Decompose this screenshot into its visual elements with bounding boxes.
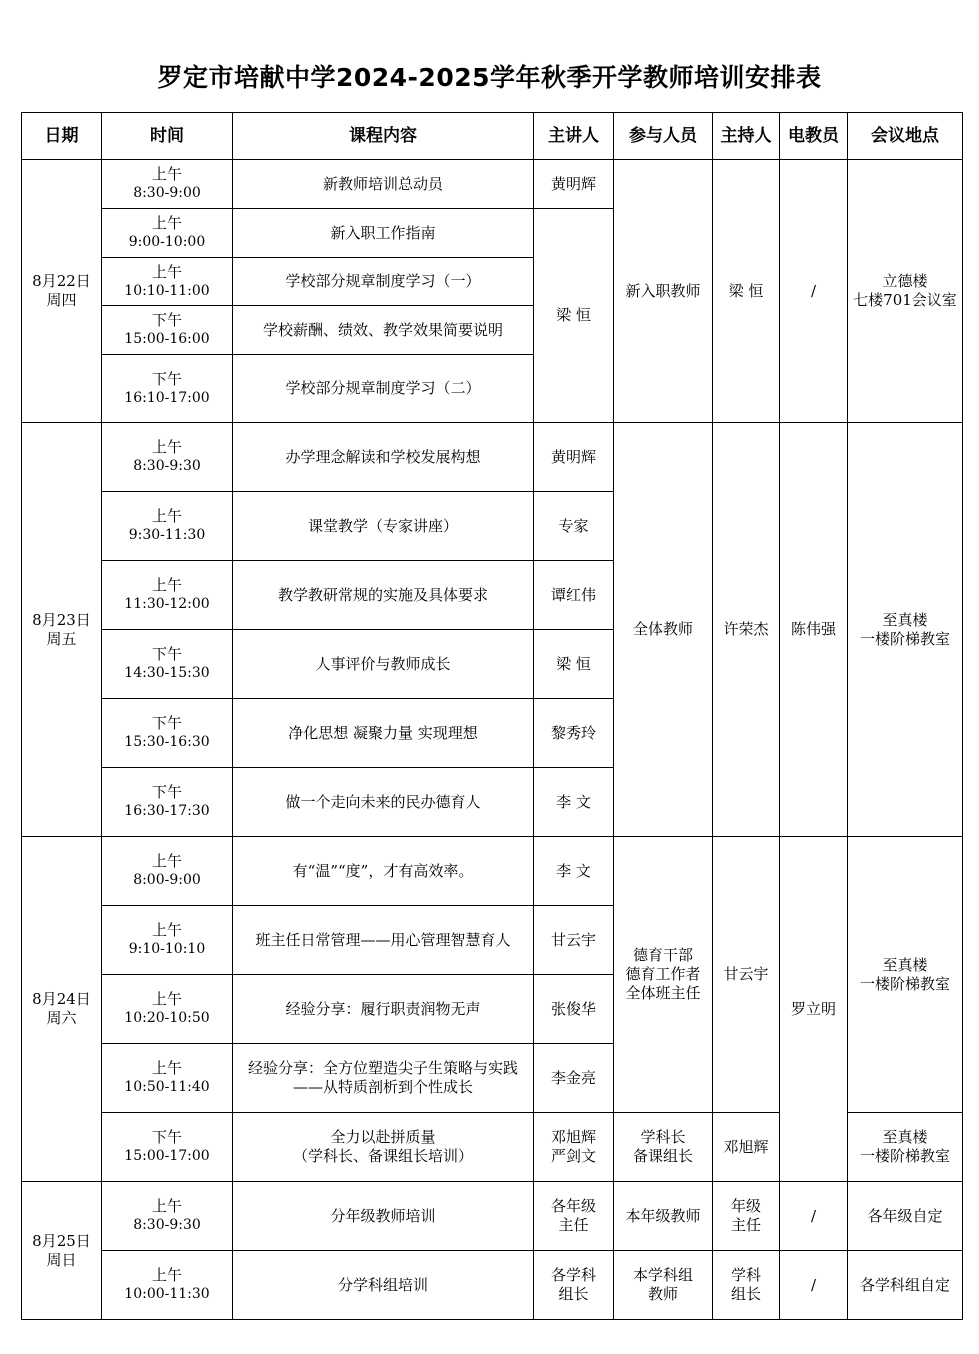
speaker-cell: 专家 [534, 492, 614, 561]
av-staff-cell: / [780, 1182, 848, 1251]
date-cell: 8月24日 周六 [22, 837, 102, 1182]
speaker-cell: 梁 恒 [534, 630, 614, 699]
table-row [22, 1182, 963, 1251]
course-cell: 全力以赴拼质量 （学科长、备课组长培训） [233, 1113, 534, 1182]
table-row [22, 837, 963, 906]
date-cell: 8月25日 周日 [22, 1182, 102, 1320]
time-cell: 下午 15:30-16:30 [102, 699, 233, 768]
venue-cell: 各年级自定 [848, 1182, 963, 1251]
time-cell: 上午 9:30-11:30 [102, 492, 233, 561]
time-cell: 下午 16:10-17:00 [102, 355, 233, 423]
speaker-cell: 黎秀玲 [534, 699, 614, 768]
page-title: 罗定市培献中学2024-2025学年秋季开学教师培训安排表 [157, 63, 822, 92]
av-staff-cell: / [780, 160, 848, 423]
training-schedule-table [21, 112, 963, 1320]
date-cell: 8月22日 周四 [22, 160, 102, 423]
course-cell: 班主任日常管理——用心管理智慧育人 [233, 906, 534, 975]
course-cell: 分年级教师培训 [233, 1182, 534, 1251]
course-cell: 经验分享：履行职责润物无声 [233, 975, 534, 1044]
time-cell: 下午 16:30-17:30 [102, 768, 233, 837]
course-cell: 人事评价与教师成长 [233, 630, 534, 699]
course-cell: 教学教研常规的实施及具体要求 [233, 561, 534, 630]
course-cell: 办学理念解读和学校发展构想 [233, 423, 534, 492]
host-cell: 年级 主任 [713, 1182, 780, 1251]
time-cell: 上午 11:30-12:00 [102, 561, 233, 630]
speaker-cell: 张俊华 [534, 975, 614, 1044]
participants-cell: 本学科组 教师 [614, 1251, 713, 1320]
speaker-cell: 各学科 组长 [534, 1251, 614, 1320]
speaker-cell: 黄明辉 [534, 423, 614, 492]
speaker-cell: 李金亮 [534, 1044, 614, 1113]
course-cell: 有“温”“度”，才有高效率。 [233, 837, 534, 906]
venue-cell: 至真楼 一楼阶梯教室 [848, 1113, 963, 1182]
av-staff-cell: / [780, 1251, 848, 1320]
participants-cell: 学科长 备课组长 [614, 1113, 713, 1182]
host-cell: 甘云宇 [713, 837, 780, 1113]
course-cell: 新入职工作指南 [233, 209, 534, 258]
time-cell: 上午 8:30-9:00 [102, 160, 233, 209]
participants-cell: 新入职教师 [614, 160, 713, 423]
course-cell: 新教师培训总动员 [233, 160, 534, 209]
time-cell: 上午 8:00-9:00 [102, 837, 233, 906]
venue-cell: 至真楼 一楼阶梯教室 [848, 423, 963, 837]
header-course: 课程内容 [233, 113, 534, 160]
participants-cell: 本年级教师 [614, 1182, 713, 1251]
speaker-cell: 邓旭辉 严剑文 [534, 1113, 614, 1182]
venue-cell: 至真楼 一楼阶梯教室 [848, 837, 963, 1113]
header-speaker: 主讲人 [534, 113, 614, 160]
time-cell: 上午 10:50-11:40 [102, 1044, 233, 1113]
header-participants: 参与人员 [614, 113, 713, 160]
speaker-cell: 李 文 [534, 768, 614, 837]
time-cell: 上午 10:10-11:00 [102, 258, 233, 306]
speaker-cell: 李 文 [534, 837, 614, 906]
speaker-cell: 各年级 主任 [534, 1182, 614, 1251]
time-cell: 上午 9:00-10:00 [102, 209, 233, 258]
speaker-cell: 甘云宇 [534, 906, 614, 975]
time-cell: 上午 9:10-10:10 [102, 906, 233, 975]
host-cell: 学科 组长 [713, 1251, 780, 1320]
venue-cell: 各学科组自定 [848, 1251, 963, 1320]
course-cell: 学校部分规章制度学习（二） [233, 355, 534, 423]
course-cell: 课堂教学（专家讲座） [233, 492, 534, 561]
time-cell: 上午 8:30-9:30 [102, 1182, 233, 1251]
participants-cell: 全体教师 [614, 423, 713, 837]
header-av-staff: 电教员 [780, 113, 848, 160]
date-cell: 8月23日 周五 [22, 423, 102, 837]
table-row [22, 423, 963, 492]
header-host: 主持人 [713, 113, 780, 160]
time-cell: 下午 15:00-17:00 [102, 1113, 233, 1182]
time-cell: 下午 15:00-16:00 [102, 306, 233, 355]
host-cell: 邓旭辉 [713, 1113, 780, 1182]
table-row [22, 1251, 963, 1320]
course-cell: 经验分享：全方位塑造尖子生策略与实践 ——从特质剖析到个性成长 [233, 1044, 534, 1113]
av-staff-cell: 陈伟强 [780, 423, 848, 837]
time-cell: 上午 10:20-10:50 [102, 975, 233, 1044]
av-staff-cell: 罗立明 [780, 837, 848, 1182]
course-cell: 净化思想 凝聚力量 实现理想 [233, 699, 534, 768]
table-row [22, 160, 963, 209]
time-cell: 下午 14:30-15:30 [102, 630, 233, 699]
venue-cell: 立德楼 七楼701会议室 [848, 160, 963, 423]
header-row [22, 113, 963, 160]
speaker-cell: 谭红伟 [534, 561, 614, 630]
host-cell: 梁 恒 [713, 160, 780, 423]
speaker-cell: 黄明辉 [534, 160, 614, 209]
course-cell: 学校薪酬、绩效、教学效果简要说明 [233, 306, 534, 355]
time-cell: 上午 8:30-9:30 [102, 423, 233, 492]
course-cell: 分学科组培训 [233, 1251, 534, 1320]
host-cell: 许荣杰 [713, 423, 780, 837]
speaker-cell: 梁 恒 [534, 209, 614, 423]
header-venue: 会议地点 [848, 113, 963, 160]
participants-cell: 德育干部 德育工作者 全体班主任 [614, 837, 713, 1113]
course-cell: 学校部分规章制度学习（一） [233, 258, 534, 306]
course-cell: 做一个走向未来的民办德育人 [233, 768, 534, 837]
header-date: 日期 [22, 113, 102, 160]
time-cell: 上午 10:00-11:30 [102, 1251, 233, 1320]
header-time: 时间 [102, 113, 233, 160]
